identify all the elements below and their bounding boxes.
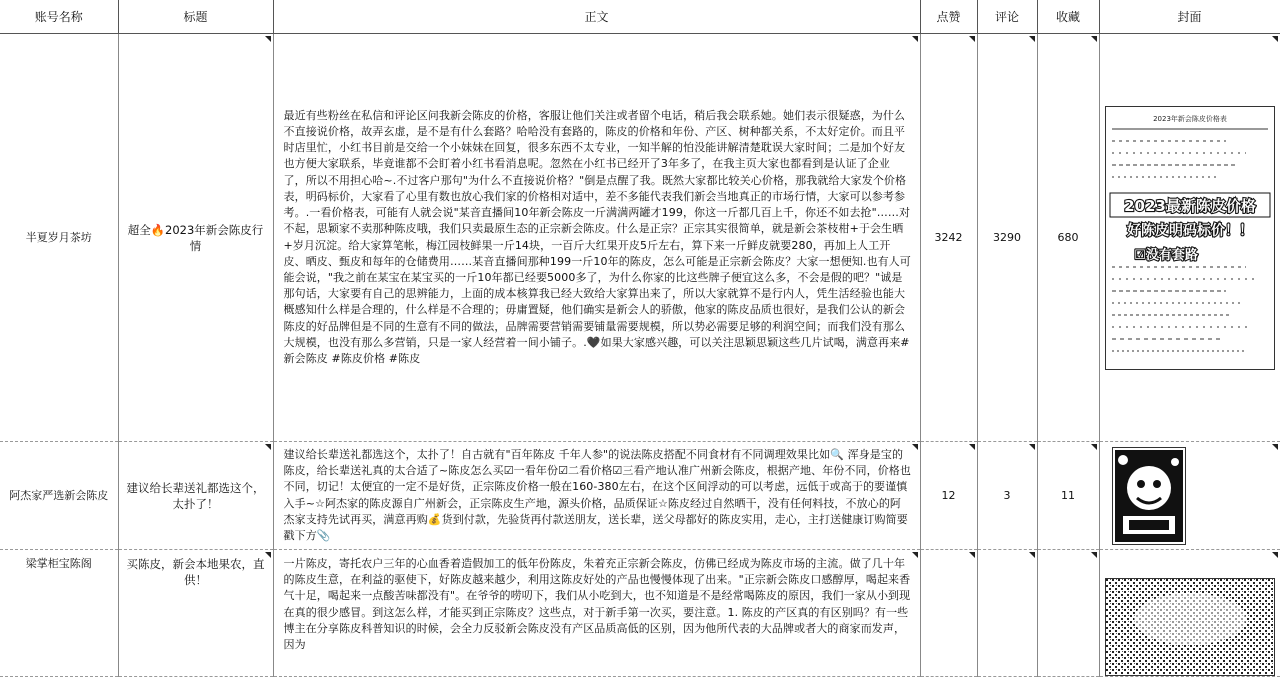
likes-cell[interactable] — [920, 550, 977, 677]
favorites-cell[interactable] — [1037, 550, 1099, 677]
cover-image-photo — [1105, 578, 1275, 676]
table-row — [0, 442, 1280, 550]
body-cell[interactable]: 最近有些粉丝在私信和评论区问我新会陈皮的价格，客服让他们关注或者留个电话，稍后我会联系她。她们表示很疑惑，为什么不直接说价格，故弄玄虚，是不是有什么套路？哈哈没有套路的，陈皮的价格和年份、产区、树种都关系，不太好定价。而且平时店里忙，小红书目前是交给一个小妹妹在回复，很多东西不太专业，一知半解的怕没能讲解清楚耽误大家时间；二是加个好友也方便大家联系，毕竟谁都不会盯着小红书看消息呢。忽然在小红书已经开了3年多了，在我主页大家也都看到是认证了企业了，所以不用担心哈~.不过客户那句"为什么不直接说价格？"倒是点醒了我。既然大家都比较关心价格，那我就给大家发个价格表，明码标价，大家看了心里有数也放心我们家的价格相对适中，差不多能代表我们新会当地真正的市场行情，大家可以参考参考。.一看价格表，可能有人就会说"某音直播间10年新会陈皮一斤满满两罐才199，你这一斤都几百上千，你还不如去抢"……对不起，思颖家不卖那种陈皮哦，我们只卖最原生态的正宗新会陈皮。什么是正宗？正宗其实很简单，就是新会茶枝柑+于会生晒+岁月沉淀。给大家算笔帐，梅江园枝鲜果一斤14块，一百斤大红果开皮5斤左右，算下来一斤鲜皮就要280，再加上人工开皮、晒皮、甄皮和每年的仓储费用……某音直播间那种199一斤10年的陈皮，怎么可能是正宗新会陈皮？大家一想便知.也有人可能会说，"我之前在某宝在某宝买的一斤10年都已经要5000多了，为什么你家的比这些牌子便宜这么多，不会是假的吧？"诚是那句话，大家要有自己的思辨能力，上面的成本核算我已经大致给大家算出来了，所以大家就算不是行内人，凭生活经验也能大概感知什么样是合理的，什么样是不合理的；毋庸置疑，他们确实是新会人的骄傲，他家的陈皮品质也很好，是我们公认的新会陈皮的好品牌但是不同的生意有不同的做法，品牌需要营销需要铺量需要规模，所以势必需要足够的利润空间；而我们没有那么大规模，也没有那么多营销，只是一家人经营着一间小铺子。.🖤如果大家感兴趣，可以关注思颖思颖这些几片试喝，满意再来#新会陈皮 #陈皮价格 #陈皮 — [273, 34, 920, 442]
col-header-comments[interactable]: 评论 — [977, 0, 1037, 34]
table-row — [0, 550, 1280, 677]
title-cell[interactable]: 建议给长辈送礼都选这个，太扑了！ — [118, 442, 273, 550]
col-header-favorites[interactable]: 收藏 — [1037, 0, 1099, 34]
favorites-cell[interactable]: 11 — [1037, 442, 1099, 550]
col-header-likes[interactable]: 点赞 — [920, 0, 977, 34]
comments-cell[interactable]: 3290 — [977, 34, 1037, 442]
col-header-cover[interactable]: 封面 — [1099, 0, 1280, 34]
likes-cell[interactable]: 12 — [920, 442, 977, 550]
cover-heading: 2023最新陈皮价格 — [1123, 196, 1256, 215]
cover-cell[interactable] — [1099, 550, 1280, 677]
account-cell[interactable]: 阿杰家严选新会陈皮 — [0, 442, 118, 550]
likes-cell[interactable]: 3242 — [920, 34, 977, 442]
cover-line3: ☑没有套路 — [1133, 247, 1198, 263]
comments-cell[interactable] — [977, 550, 1037, 677]
cover-line2: 好陈皮明码标价！！ — [1126, 222, 1253, 239]
body-cell[interactable]: 一片陈皮，寄托农户三年的心血香着造假加工的低年份陈皮，朱着充正宗新会陈皮，仿佛已经成为陈皮市场的主流。做了几十年的陈皮生意，在利益的驱使下，好陈皮越来越少，利用这陈皮好处的产品也慢慢体现了出来。"正宗新会陈皮口感醇厚，喝起来香气十足，喝起来一点酸苦味都没有"。在爷爷的唠叨下，我们从小吃到大，也不知道是不是经常喝陈皮的原因，我们一家从小到现在真的很少感冒。到这怎么样，才能买到正宗陈皮？这些点，对于新手第一次买，要注意。1. 陈皮的产区真的有区别吗？有一些博主在分享陈皮科普知识的时候，会全力反驳新会陈皮没有产区品质高低的区别，因为他所代表的大品牌或者大的商家而发声，因为 — [273, 550, 920, 677]
title-cell[interactable]: 买陈皮，新会本地果农，直供！ — [118, 550, 273, 677]
body-cell[interactable]: 建议给长辈送礼都选这个，太扑了！自古就有"百年陈皮 千年人参"的说法陈皮搭配不同食材有不同调理效果比如🔍 浑身是宝的陈皮，给长辈送礼真的太合适了~陈皮怎么买☑一看年份☑二看价格☑三看产地认准广州新会陈皮，根据产地、年份不同，价格也不同，切记！太便宜的一定不是好货，正宗陈皮价格一般在160-380左右，在这个区间浮动的可以考虑，远低于或高于的要谨慎入手~☆阿杰家的陈皮源自广州新会，正宗陈皮生产地，源头价格，品质保证☆陈皮经过自然晒干，没有任何料技，不放心的阿杰家支持先试再买，满意再购💰货到付款，先验货再付款送朋友，送长辈，送父母都好的陈皮实用，走心，主打送健康订购简要戳下方📎 — [273, 442, 920, 550]
cover-cell[interactable] — [1099, 442, 1280, 550]
title-cell[interactable]: 超全🔥2023年新会陈皮行情 — [118, 34, 273, 442]
cover-image-price-list — [1105, 106, 1275, 370]
account-cell[interactable]: 半夏岁月茶坊 — [0, 34, 118, 442]
col-header-account[interactable]: 账号名称 — [0, 0, 118, 34]
favorites-cell[interactable]: 680 — [1037, 34, 1099, 442]
col-header-body[interactable]: 正文 — [273, 0, 920, 34]
cover-image-cartoon — [1112, 447, 1186, 545]
col-header-title[interactable]: 标题 — [118, 0, 273, 34]
cover-cell[interactable] — [1099, 34, 1280, 442]
comments-cell[interactable]: 3 — [977, 442, 1037, 550]
table-row — [0, 34, 1280, 442]
account-cell[interactable]: 梁掌柜宝陈阁 — [0, 550, 118, 677]
header-row — [0, 0, 1280, 34]
cover-small-caption: 2023年新会陈皮价格表 — [1152, 114, 1227, 123]
